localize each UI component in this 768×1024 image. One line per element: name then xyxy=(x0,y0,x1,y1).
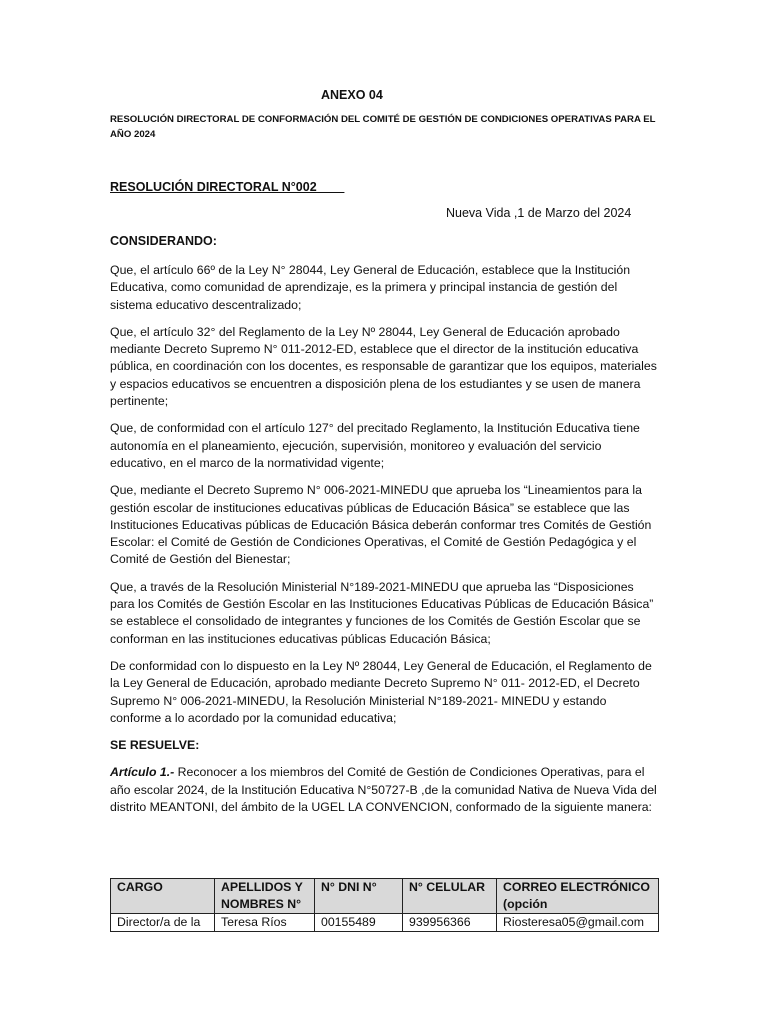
article-1 xyxy=(110,764,660,816)
paragraph-3: Que, de conformidad con el artículo 127° del precitado Reglamento, la Institución Educativa tiene autonomía en el planeamiento, ejecución, supervisión, monitoreo y evaluación del servicio educativo, en el marco de la normatividad vigente; xyxy=(110,421,640,470)
paragraph-4: Que, mediante el Decreto Supremo N° 006-2021-MINEDU que aprueba los “Lineamientos para la gestión escolar de instituciones educativas públicas de Educación Básica” se establece que las Instituciones Educativas públicas de Educación Básica deberán conformar tres Comités de Gestión Escolar: el Comité de Gestión de Condiciones Operativas, el Comité de Gestión Pedagógica y el Comité de Gestión del Bienestar; xyxy=(110,483,652,567)
committee-members-table xyxy=(110,878,659,932)
table-row xyxy=(111,914,659,932)
annex-title: ANEXO 04 xyxy=(321,88,383,102)
cell-celular: 939956366 xyxy=(403,914,497,932)
considerando-heading: CONSIDERANDO: xyxy=(110,234,217,248)
table-header-row xyxy=(111,879,659,914)
header-correo: CORREO ELECTRÓNICO (opción xyxy=(497,879,659,914)
cell-apellidos: Teresa Ríos xyxy=(215,914,315,932)
resuelve-heading: SE RESUELVE: xyxy=(110,738,200,753)
header-apellidos: APELLIDOS Y NOMBRES N° xyxy=(215,879,315,914)
document-body xyxy=(110,262,660,826)
header-dni: N° DNI N° xyxy=(315,879,403,914)
header-celular: N° CELULAR xyxy=(403,879,497,914)
date-line: Nueva Vida ,1 de Marzo del 2024 xyxy=(446,206,632,220)
article-1-text: Reconocer a los miembros del Comité de Gestión de Condiciones Operativas, para el año escolar 2024, de la Institución Educativa N°50727-B ,de la comunidad Nativa de Nueva Vida del distrito MEANTONI, del ámbito de la UGEL LA CONVENCION, conformado de la siguiente manera: xyxy=(110,765,657,815)
paragraph-2: Que, el artículo 32° del Reglamento de la Ley Nº 28044, Ley General de Educación aprobado mediante Decreto Supremo N° 011-2012-ED, establece que el director de la institución educativa pública, en coordinación con los docentes, es responsable de garantizar que los equipos, materiales y espacios educativos se encuentren a disposición plena de los estudiantes y se usen de manera pertinente; xyxy=(110,324,657,409)
resolution-number: RESOLUCIÓN DIRECTORAL N°002 xyxy=(110,180,345,194)
article-1-label: Artículo 1.- xyxy=(110,765,175,780)
paragraph-6: De conformidad con lo dispuesto en la Ley Nº 28044, Ley General de Educación, el Reglamento de la Ley General de Educación, aprobado mediante Decreto Supremo N° 011- 2012-ED, el Decreto Supremo N° 006-2021-MINEDU, la Resolución Ministerial N°189-2021- MINEDU y estando conforme a lo acordado por la comunidad educativa; xyxy=(110,658,652,725)
paragraph-1: Que, el artículo 66º de la Ley N° 28044, Ley General de Educación, establece que la Institución Educativa, como comunidad de aprendizaje, es la primera y principal instancia de gestión del sistema educativo descentralizado; xyxy=(110,263,631,312)
cell-correo: Riosteresa05@gmail.com xyxy=(497,914,659,932)
document-subtitle: RESOLUCIÓN DIRECTORAL DE CONFORMACIÓN DEL COMITÉ DE GESTIÓN DE CONDICIONES OPERATIVAS PARA EL AÑO 2024 xyxy=(110,114,656,140)
header-cargo: CARGO xyxy=(111,879,215,914)
cell-dni: 00155489 xyxy=(315,914,403,932)
paragraph-5: Que, a través de la Resolución Ministerial N°189-2021-MINEDU que aprueba las “Disposiciones para los Comités de Gestión Escolar en las Instituciones Educativas Públicas de Educación Básica” se establece el consolidado de integrantes y funciones de los Comités de Gestión Escolar que se conforman en las instituciones educativas públicas Educación Básica; xyxy=(110,579,654,646)
cell-cargo: Director/a de la xyxy=(111,914,215,932)
